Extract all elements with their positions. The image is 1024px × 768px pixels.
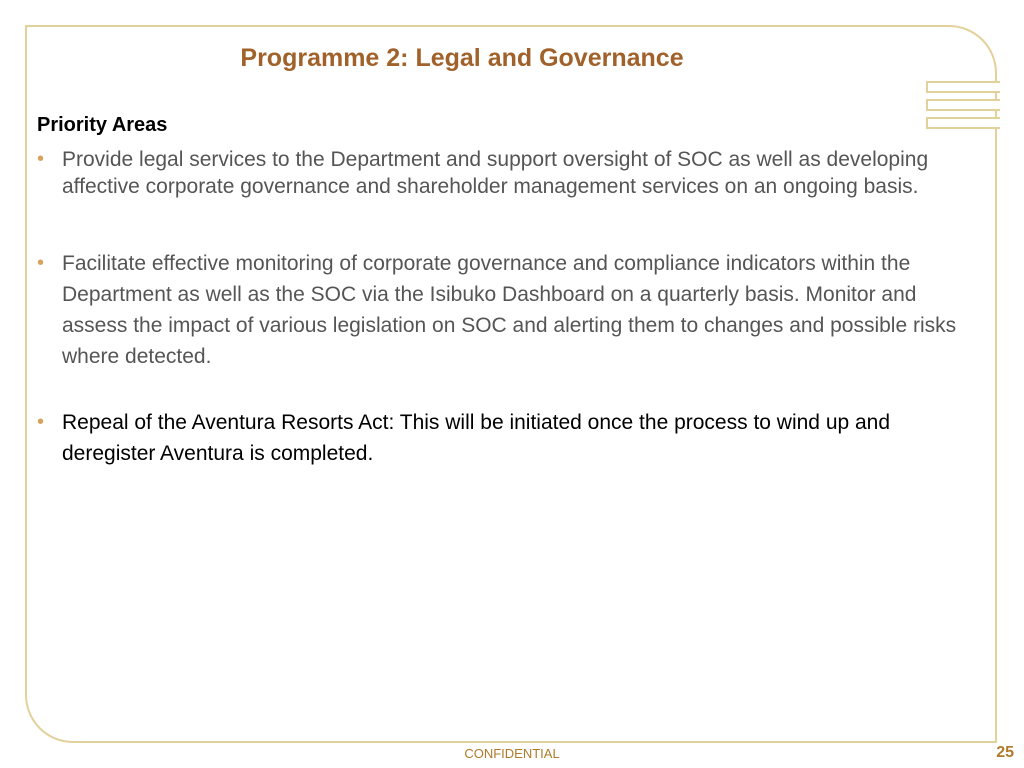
bullet-marker: • — [37, 411, 45, 433]
bullet-marker: • — [37, 252, 45, 274]
bullet-marker: • — [37, 148, 45, 170]
bullet-text: Facilitate effective monitoring of corporate governance and compliance indicators within the Department as well as the SOC via the Isibuko Dashboard on a quarterly basis. Monitor and assess the impact of various legislation on SOC and alerting them to changes and possible risks where detected. — [62, 252, 957, 368]
decorative-bar — [926, 81, 1000, 93]
bullet-item — [37, 146, 967, 200]
page-number: 25 — [996, 744, 1014, 761]
slide-title: Programme 2: Legal and Governance — [240, 44, 684, 72]
bullet-text: Provide legal services to the Department and support oversight of SOC as well as developing affective corporate governance and shareholder management services on an ongoing basis. — [62, 148, 929, 198]
bullet-text: Repeal of the Aventura Resorts Act: This will be initiated once the process to wind up and deregister Aventura is completed. — [62, 411, 891, 465]
bullet-list — [37, 146, 967, 469]
decorative-bar — [926, 99, 1000, 111]
section-heading: Priority Areas — [37, 114, 168, 136]
confidential-footer: CONFIDENTIAL — [464, 746, 560, 761]
bullet-item — [37, 407, 967, 469]
bullet-item — [37, 248, 967, 372]
decorative-bar — [926, 117, 1000, 129]
